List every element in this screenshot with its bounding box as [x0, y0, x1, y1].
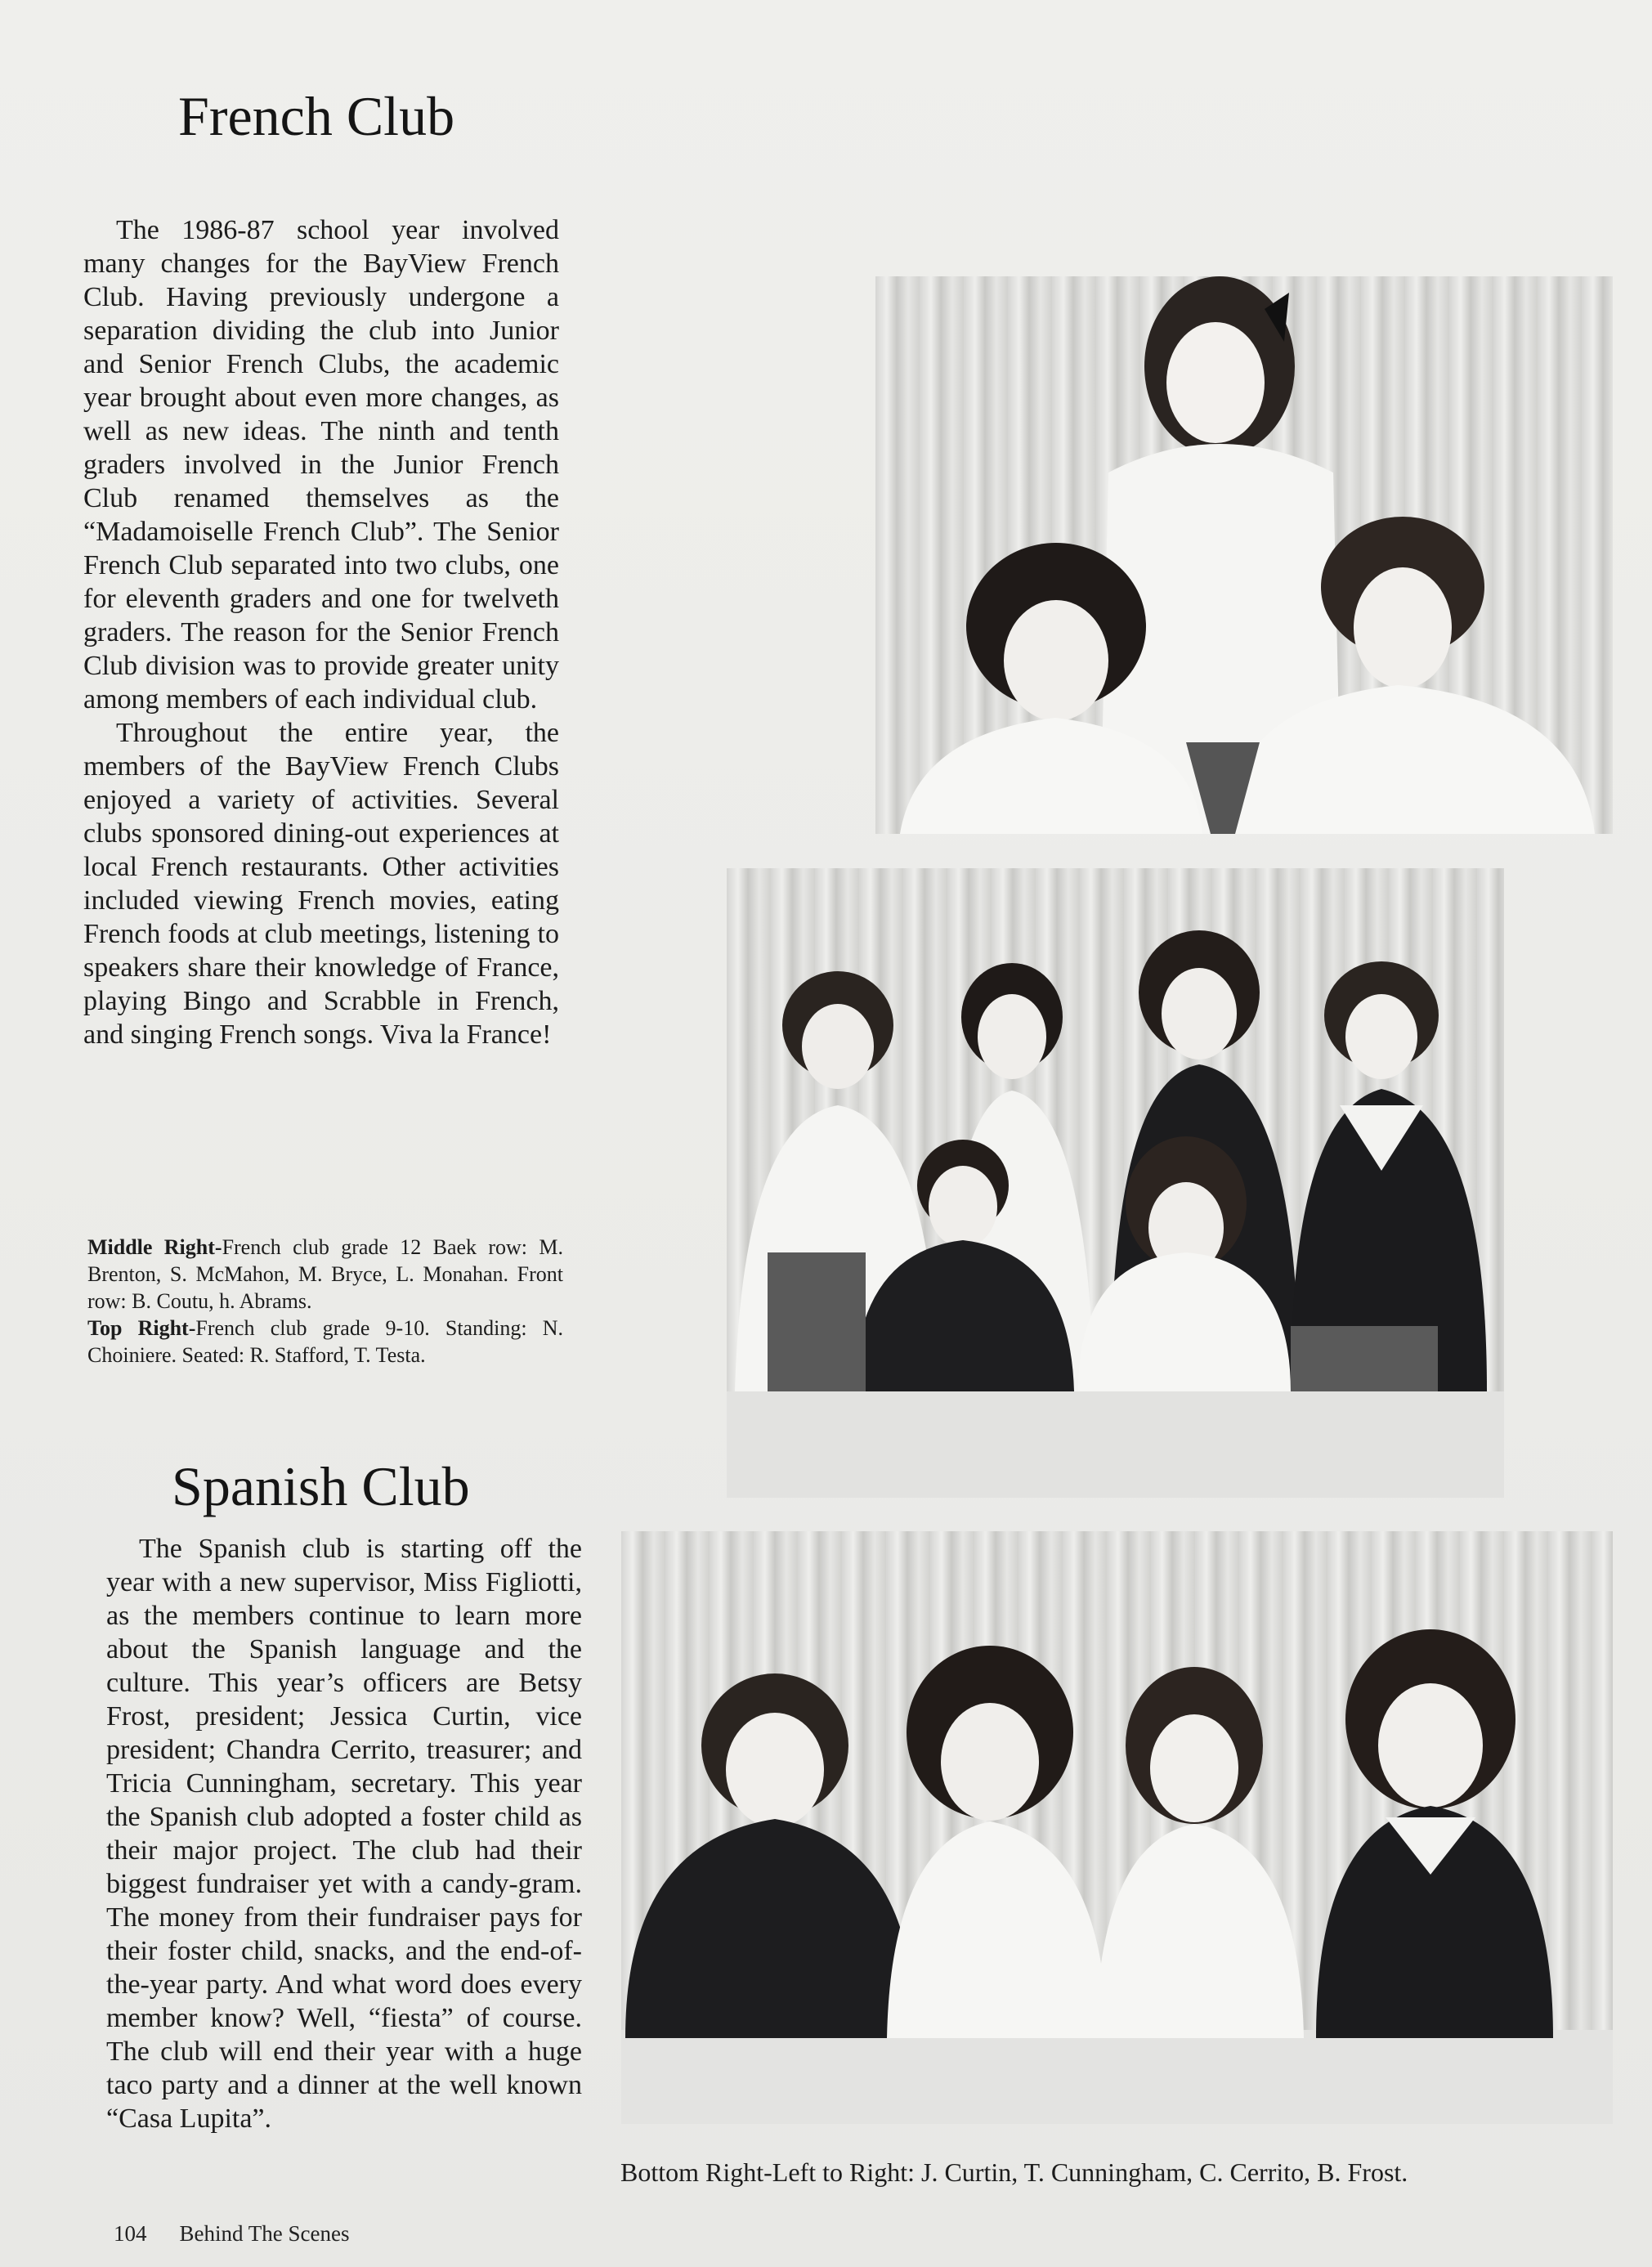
- page-number: 104: [114, 2221, 147, 2246]
- photo-figures: [875, 276, 1613, 834]
- french-photo-caption: [87, 1234, 563, 1369]
- photo-figures: [727, 868, 1504, 1498]
- photo-spanish-club: [621, 1531, 1613, 2124]
- page-footer: [114, 2220, 349, 2247]
- caption-middle-text: French club grade 12 Baek row: M. Brenton, S. McMahon, M. Bryce, L. Monahan. Front row: B. Coutu, h. Abrams.: [87, 1235, 563, 1313]
- french-club-article: [83, 213, 559, 1051]
- caption-top-label: Top Right-: [87, 1316, 196, 1340]
- french-club-title: French Club: [178, 85, 455, 147]
- spanish-paragraph-1: The Spanish club is starting off the year with a new supervisor, Miss Figliotti, as the members continue to learn more about the Spanish language and the culture. This year’s officers are Betsy Frost, president; Jessica Curtin, vice president; Chandra Cerrito, treasurer; and Tricia Cunningham, secretary. This year the Spanish club adopted a foster child as their major project. The club had their biggest fundraiser yet with a candy-gram. The money from their fundraiser pays for their foster child, snacks, and the end-of-the-year party. And what word does every member know? Well, “fiesta” of course. The club will end their year with a huge taco party and a dinner at the well known “Casa Lupita”.: [106, 1534, 582, 2134]
- spanish-photo-caption: Bottom Right-Left to Right: J. Curtin, T. Cunningham, C. Cerrito, B. Frost.: [620, 2157, 1408, 2187]
- photo-french-grade-9-10: [875, 276, 1613, 834]
- spanish-club-article: [106, 1532, 582, 2135]
- caption-middle-label: Middle Right-: [87, 1235, 222, 1259]
- french-paragraph-1: The 1986-87 school year involved many changes for the BayView French Club. Having previously undergone a separation dividing the club into Junior and Senior French Clubs, the academic year brought about even more changes, as well as new ideas. The ninth and tenth graders involved in the Junior French Club renamed themselves as the “Madamoiselle French Club”. The Senior French Club separated into two clubs, one for eleventh graders and one for twelveth graders. The reason for the Senior French Club division was to provide greater unity among members of each individual club.: [83, 215, 559, 715]
- section-name: Behind The Scenes: [179, 2221, 350, 2246]
- photo-french-grade-12: [727, 868, 1504, 1498]
- french-paragraph-2: Throughout the entire year, the members of the BayView French Clubs enjoyed a variety of activities. Several clubs sponsored dining-out experiences at local French restaurants. Other activities included viewing French movies, eating French foods at club meetings, listening to speakers share their knowledge of France, playing Bingo and Scrabble in French, and singing French songs. Viva la France!: [83, 718, 559, 1050]
- photo-figures: [621, 1531, 1613, 2124]
- caption-top-text: French club grade 9-10. Standing: N. Choiniere. Seated: R. Stafford, T. Testa.: [87, 1316, 563, 1367]
- spanish-club-title: Spanish Club: [172, 1455, 470, 1517]
